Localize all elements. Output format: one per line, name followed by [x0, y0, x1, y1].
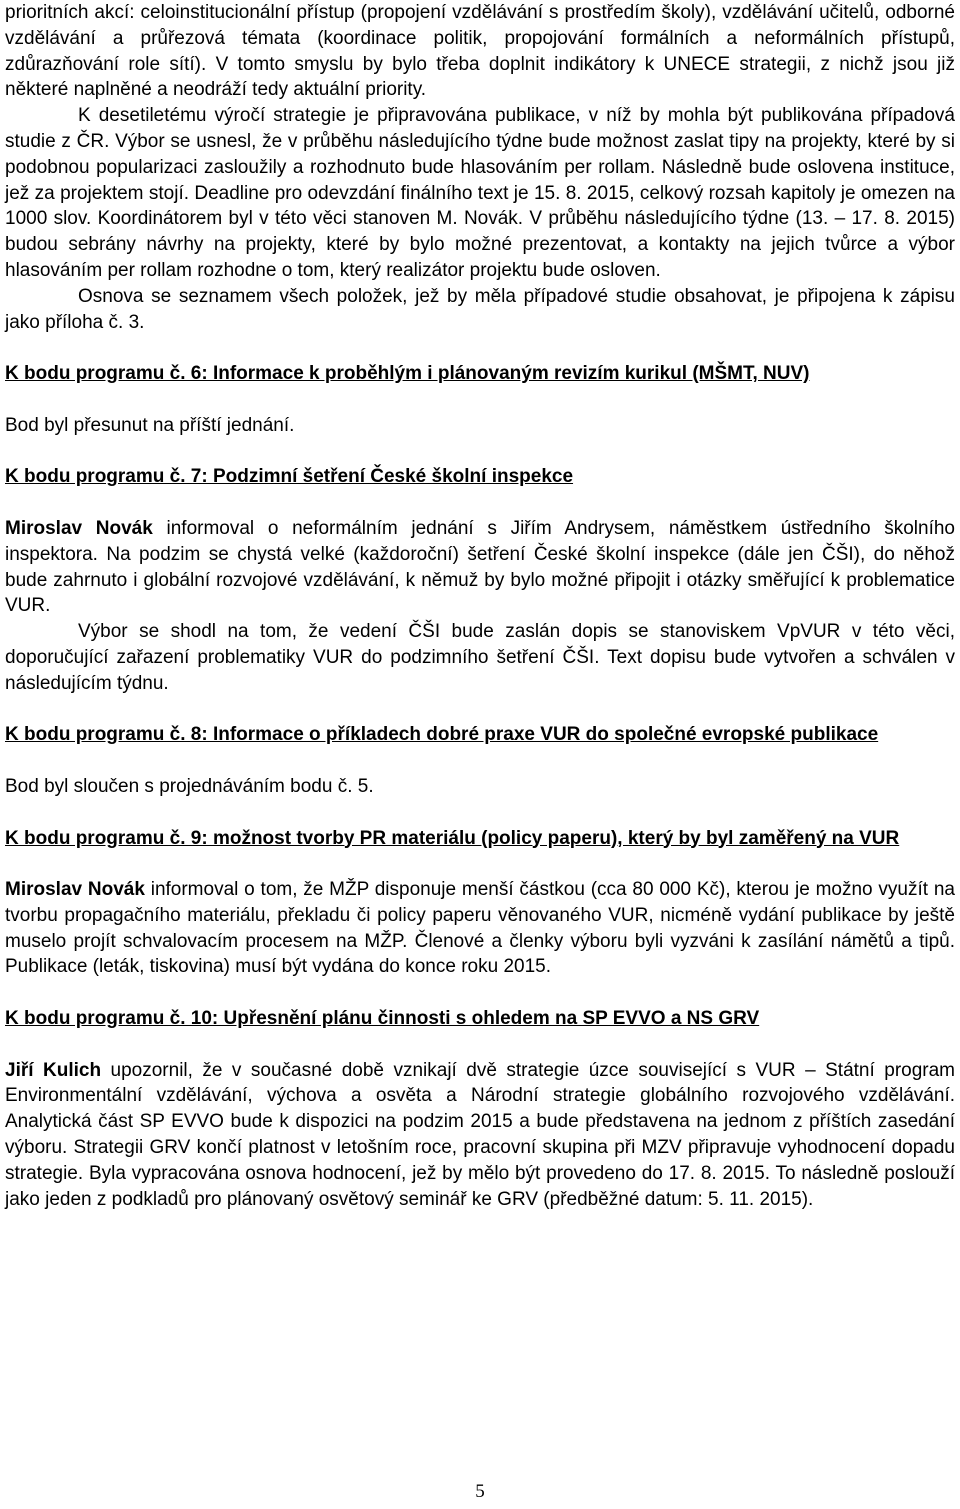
- item-10-paragraph: [5, 1058, 955, 1213]
- heading-item-7: K bodu programu č. 7: Podzimní šetření České školní inspekce: [5, 466, 574, 488]
- item-6-paragraph: Bod byl přesunut na příští jednání.: [5, 414, 295, 436]
- item-9-text: informoval o tom, že MŽP disponuje menší částkou (cca 80 000 Kč), kterou je možno využít na tvorbu propagačního materiálu, překladu či policy paperu věnovaného VUR, nicméně vydání publikace by ještě muselo projít schvalovacím procesem na MŽP. Členové a členky výboru byli vyzváni k zasílání námětů a tipů. Publikace (leták, tiskovina) musí být vydána do konce roku 2015.: [5, 879, 955, 978]
- item-10-text: upozornil, že v současné době vznikají dvě strategie úzce související s VUR – Státní program Environmentální vzdělávání, výchova a osvěta a Národní strategie globálního rozvojového vzdělávání. Analytická část SP EVVO bude k dispozici na podzim 2015 a bude představena na jednom z příštích zasedání výboru. Strategii GRV končí platnost v letošním roce, pracovní skupina při MZV připravuje vyhodnocení dopadu strategie. Byla vypracována osnova hodnocení, jež by mělo být provedeno do 17. 8. 2015. To následně poslouží jako jeden z podkladů pro plánovaný osvětový seminář ke GRV (předběžné datum: 5. 11. 2015).: [5, 1059, 955, 1210]
- spacer: [5, 980, 955, 1006]
- intro-paragraph-1: prioritních akcí: celoinstitucionální přístup (propojení vzdělávání s prostředím školy), vzdělávání učitelů, odborné vzdělávání a průřezová témata (koordinace politik, propojování formálních a neformálních přístupů, zdůrazňování role sítí). V tomto smyslu by bylo třeba doplnit indikátory k UNECE strategii, z nichž jsou již některé naplněné a neodráží tedy aktuální priority.: [5, 2, 955, 101]
- spacer: [5, 697, 955, 723]
- item-9-paragraph: [5, 877, 955, 980]
- document-page: [5, 0, 955, 1212]
- page-number: 5: [475, 1481, 485, 1502]
- item-7-paragraph-1: [5, 516, 955, 619]
- heading-item-9: K bodu programu č. 9: možnost tvorby PR materiálu (policy paperu), který by byl zaměřený na VUR: [5, 827, 900, 849]
- spacer: [5, 335, 955, 361]
- intro-paragraph-3: Osnova se seznamem všech položek, jež by měla případové studie obsahovat, je připojena k zápisu jako příloha č. 3.: [5, 285, 955, 333]
- heading-item-8: K bodu programu č. 8: Informace o příkladech dobré praxe VUR do společné evropské publikace: [5, 724, 879, 746]
- spacer: [5, 748, 955, 774]
- spacer: [5, 439, 955, 465]
- spacer: [5, 851, 955, 877]
- spacer: [5, 800, 955, 826]
- spacer: [5, 1032, 955, 1058]
- speaker-name: Jiří Kulich: [5, 1059, 102, 1081]
- spacer: [5, 387, 955, 413]
- heading-item-10: K bodu programu č. 10: Upřesnění plánu činnosti s ohledem na SP EVVO a NS GRV: [5, 1008, 760, 1030]
- item-7-paragraph-2: Výbor se shodl na tom, že vedení ČŠI bude zaslán dopis se stanoviskem VpVUR v této věci, doporučující zařazení problematiky VUR do podzimního šetření ČŠI. Text dopisu bude vytvořen a schválen v následujícím týdnu.: [5, 621, 955, 694]
- speaker-name: Miroslav Novák: [5, 879, 145, 901]
- speaker-name: Miroslav Novák: [5, 517, 153, 539]
- heading-item-6: K bodu programu č. 6: Informace k proběhlým i plánovaným revizím kurikul (MŠMT, NUV): [5, 363, 810, 385]
- spacer: [5, 490, 955, 516]
- intro-paragraph-2: K desetiletému výročí strategie je připravována publikace, v níž by mohla být publikována případová studie z ČR. Výbor se usnesl, že v průběhu následujícího týdne bude možnost zaslat tipy na projekty, které by si podobnou popularizaci zasloužily a rozhodnuto bude hlasováním per rollam. Následně bude oslovena instituce, jež za projektem stojí. Deadline pro odevzdání finálního text je 15. 8. 2015, celkový rozsah kapitoly je omezen na 1000 slov. Koordinátorem byl v této věci stanoven M. Novák. V průběhu následujícího týdne (13. – 17. 8. 2015) budou sebrány návrhy na projekty, které by bylo možné prezentovat, a kontakty na jejich tvůrce a výbor hlasováním per rollam rozhodne o tom, který realizátor projektu bude osloven.: [5, 105, 955, 281]
- item-8-paragraph: Bod byl sloučen s projednáváním bodu č. 5.: [5, 775, 374, 797]
- item-7-text: informoval o neformálním jednání s Jiřím Andrysem, náměstkem ústředního školního inspektora. Na podzim se chystá velké (každoroční) šetření České školní inspekce (dále jen ČŠI), do něhož bude zahrnuto i globální rozvojové vzdělávání, k němuž by bylo možné připojit i otázky směřující k problematice VUR.: [5, 517, 955, 617]
